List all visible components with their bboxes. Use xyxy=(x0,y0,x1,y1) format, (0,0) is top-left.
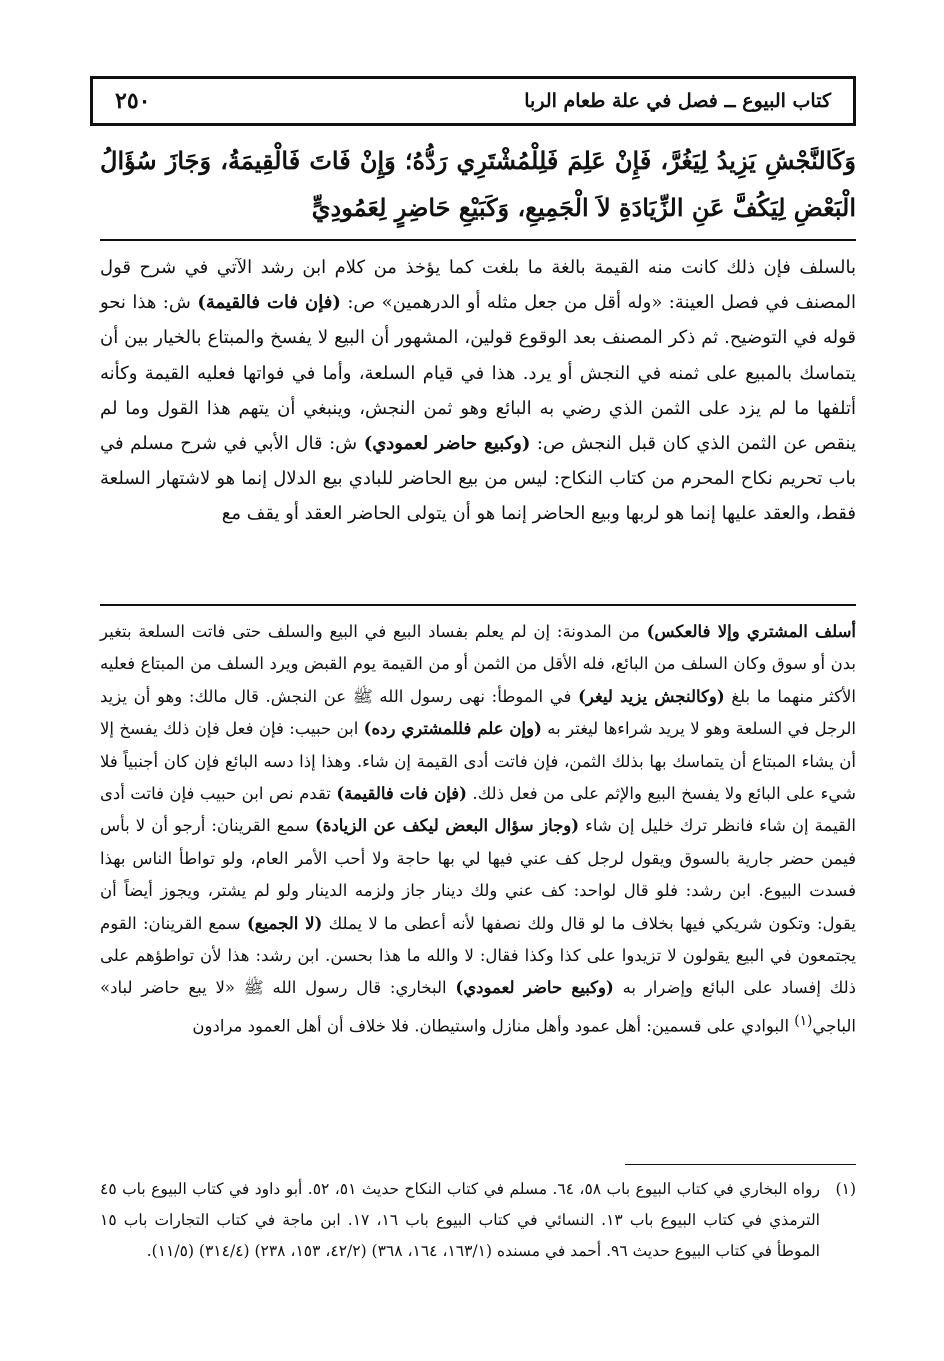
gloss-section xyxy=(100,616,856,1043)
page-header xyxy=(90,76,856,126)
footnote-text: رواه البخاري في كتاب البيوع باب ٥٨، ٦٤. مسلم في كتاب النكاح حديث ٥١، ٥٢. أبو داود في كتاب البيوع باب ٤٥ الترمذي في كتاب البيوع باب ١٣. النسائي في كتاب البيوع باب ١٦، ١٧. ابن ماجة في كتاب التجارات باب ١٥ الموطأ في كتاب البيوع حديث ٩٦. أحمد في مسنده (١٦٣/١، ١٦٤، ٣٦٨) (٤٢/٢، ١٥٣، ٢٣٨) (٣١٤/٤) (١١/٥). xyxy=(100,1180,820,1260)
commentary-heading: (فإن فات فالقيمة) xyxy=(197,292,341,314)
gloss-heading: (وإن علم فللمشتري رده) xyxy=(363,719,542,739)
gloss-text: البخاري: قال رسول الله ﷺ «لا يبع حاضر لباد» الباجي xyxy=(100,978,856,1036)
gloss-heading: أسلف المشتري وإلا فالعكس) xyxy=(646,622,857,641)
commentary-section xyxy=(100,250,856,532)
footnote xyxy=(100,1174,856,1267)
commentary-heading: (وكبيع حاضر لعمودي) xyxy=(363,433,531,455)
commentary-text: ش: قال الأبي في شرح مسلم في باب تحريم نكاح المحرم من كتاب النكاح: ليس من بيع الحاضر للبادي بيع الدلال إنما هو لاشتهار السلعة فقط، والعقد عليها إنما هو لربها وبيع الحاضر إنما هو أن يتولى الحاضر العقد أو يقف مع xyxy=(100,433,856,525)
matn-text: وَكَالنَّجْشِ يَزِيدُ لِيَغُرَّ، فَإِنْ عَلِمَ فَلِلْمُشْتَرِي رَدُّهُ؛ وَإِنْ فَاتَ فَالْقِيمَةُ، وَجَازَ سُؤَالُ الْبَعْضِ لِيَكُفَّ عَنِ الزِّيَادَةِ لاَ الْجَمِيعِ، وَكَبَيْعِ حَاضِرٍ لِعَمُودِيٍّ xyxy=(100,146,856,222)
footnote-divider xyxy=(625,1164,856,1165)
gloss-heading: (وكبيع حاضر لعمودي) xyxy=(455,978,614,998)
gloss-text: تقدم نص ابن حبيب فإن فاتت أدى القيمة إن شاء فانظر ترك خليل إن شاء xyxy=(100,784,857,836)
running-title: كتاب البيوع ــ فصل في علة طعام الربا xyxy=(524,90,831,112)
gloss-text: في الموطأ: نهى رسول الله ﷺ عن النجش. قال مالك: وهو أن يزيد الرجل في السلعة وهو لا يريد شراءها ليغتر به xyxy=(100,686,856,739)
page-number: ٢٥٠ xyxy=(115,88,151,114)
gloss-heading: (وجاز سؤال البعض ليكف عن الزيادة) xyxy=(314,816,580,836)
gloss-heading: (لا الجميع) xyxy=(246,913,323,933)
gloss-heading: (فإن فات فالقيمة) xyxy=(336,784,467,804)
commentary-text: بالسلف فإن ذلك كانت منه القيمة بالغة ما بلغت كما يؤخذ من كلام ابن رشد الآتي في شرح قول المصنف في فصل العينة: «وله أقل من جعل مثله أو الدرهمين» ص: xyxy=(100,257,856,314)
gloss-text: ابن حبيب: فإن فعل فإن ذلك يفسخ إلا أن يشاء المبتاع أن يتماسك بها بذلك الثمن، فإن فاتت أدى القيمة إن شاء. وهذا إذا دسه البائع فإن كان أجنبياً فلا شيء على البائع ولا يفسخ البيع والإثم على من فعل ذلك. xyxy=(100,719,856,804)
gloss-heading: (وكالنجش يزيد ليغر) xyxy=(578,686,725,706)
footnote-mark: (١) xyxy=(835,1180,856,1198)
commentary-text: ش: هذا نحو قوله في التوضيح. ثم ذكر المصنف بعد الوقوع قولين، المشهور أن البيع لا يفسخ والمبتاع بالخيار بين أن يتماسك بالمبيع على ثمنه في النجش أو يرد. هذا في قيام السلعة، وأما في فواتها فعليه القيمة وكأنه أتلفها ما لم يزد على الثمن الذي رضي به البائع وهو ثمن النجش، وينبغي أن يتهم هذا القول وما لم ينقص عن الثمن الذي كان قبل النجش ص: xyxy=(100,292,856,455)
gloss-text: من المدونة: إن لم يعلم بفساد البيع في البيع والسلف حتى فاتت السلعة بتغير بدن أو سوق وكان السلف من البائع، فله الأقل من الثمن أو من القيمة يوم القبض ويرد السلف من المبتاع فعليه الأكثر منهما ما بلغ xyxy=(100,622,856,706)
gloss-text: سمع القرينان: أرجو أن لا بأس فيمن حضر جارية بالسوق ويقول لرجل كف عني فيها لي بها حاجة ولا أحب الأمر العام، ولو تواطأ الناس بهذا فسدت البيوع. ابن رشد: فلو قال لواحد: كف عني ولك دينار جاز ولزمه الدينار ولو لم يشتر، ويجوز أيضاً أن يقول: وتكون شريكي فيها بخلاف ما لو قال ولك نصفها لأنه أعطى ما لا يملك xyxy=(100,816,857,933)
footnote-reference[interactable]: (١) xyxy=(794,1012,813,1029)
gloss-text: سمع القرينان: القوم يجتمعون في البيع يقولون لا تزيدوا على كذا وكذا فقال: لا والله ما هذا بحسن. ابن رشد: هذا لأن تواطؤهم على ذلك إفساد على البائع وإضرار به xyxy=(100,913,856,998)
divider-sharh xyxy=(100,604,856,606)
gloss-text: البوادي على قسمين: أهل عمود وأهل منازل واستيطان. فلا خلاف أن أهل العمود مرادون xyxy=(192,1016,790,1036)
divider-matn xyxy=(100,239,856,241)
